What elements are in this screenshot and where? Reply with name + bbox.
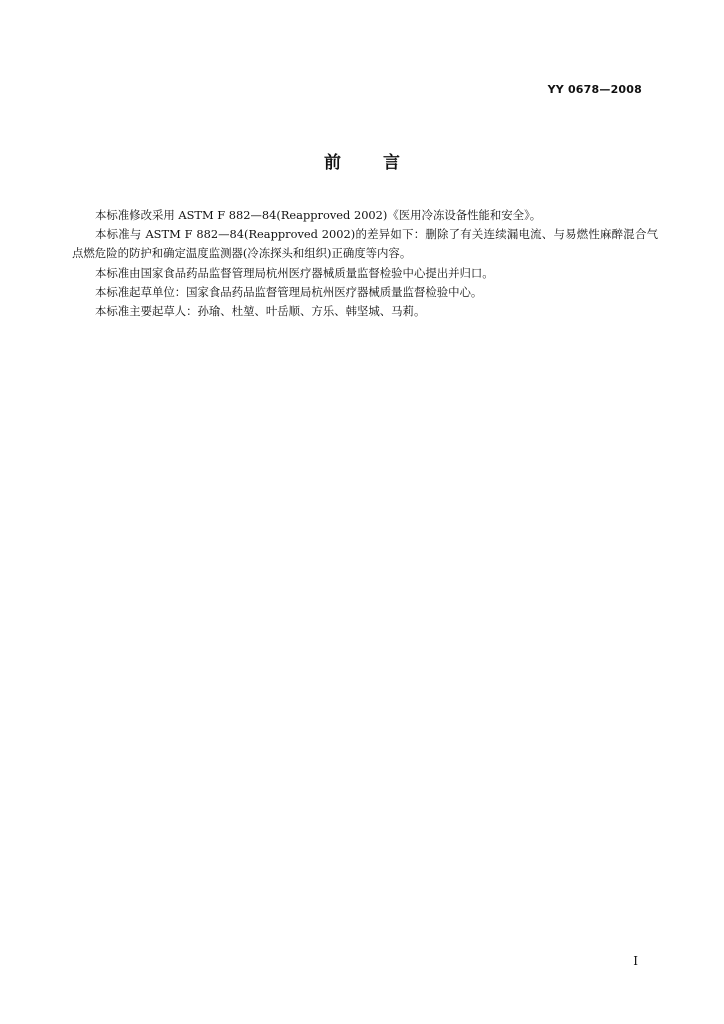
paragraph-drafters: 本标准主要起草人：孙瑜、杜堃、叶岳顺、方乐、韩坚城、马莉。	[95, 304, 426, 319]
foreword-body	[72, 206, 658, 321]
page-title: 前言	[324, 153, 442, 173]
paragraph-drafting-unit: 本标准起草单位：国家食品药品监督管理局杭州医疗器械质量监督检验中心。	[95, 284, 483, 299]
page-number: I	[633, 954, 638, 968]
paragraph-differences: 本标准与 ASTM F 882—84(Reapproved 2002)的差异如下：删除了有关连续漏电流、与易燃性麻醉混合气点燃危险的防护和确定温度监测器(冷冻探头和组织)正确度等内容。	[72, 227, 658, 261]
paragraph-proposer: 本标准由国家食品药品监督管理局杭州医疗器械质量监督检验中心提出并归口。	[95, 265, 494, 280]
document-code: YY 0678—2008	[547, 83, 642, 96]
paragraph-adoption: 本标准修改采用 ASTM F 882—84(Reapproved 2002)《医用冷冻设备性能和安全》。	[95, 208, 542, 222]
